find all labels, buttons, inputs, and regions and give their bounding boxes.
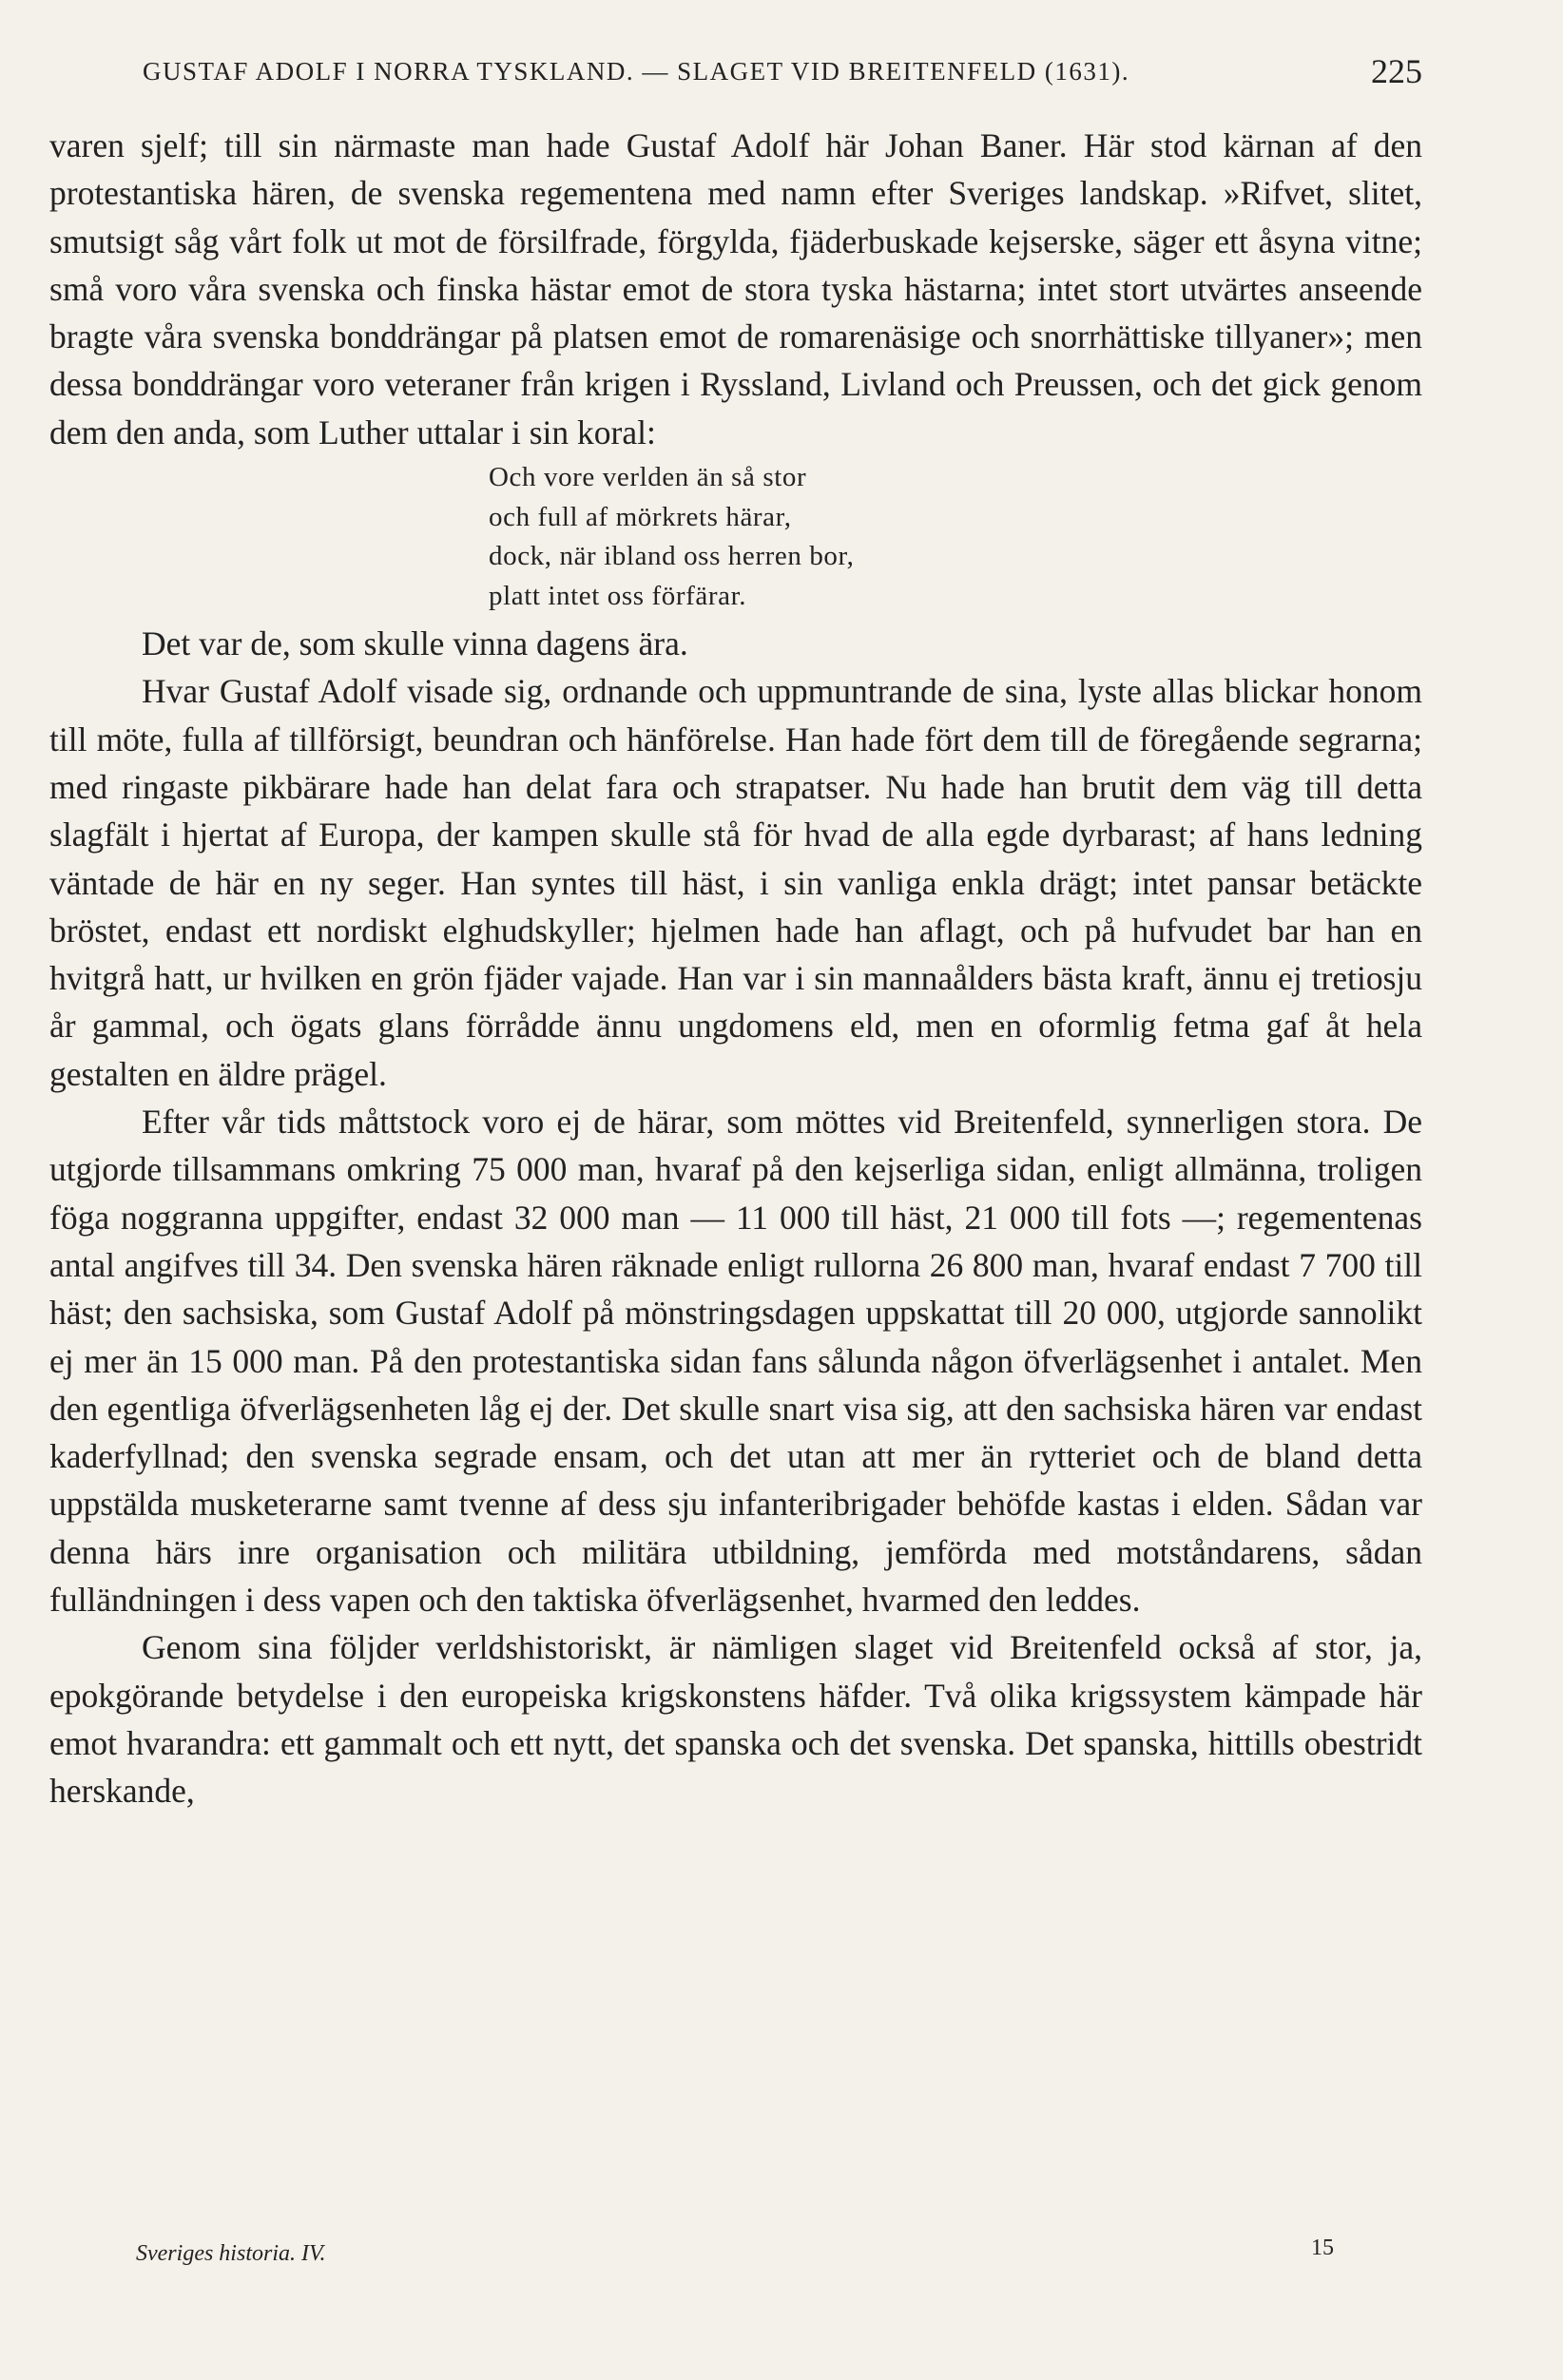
hymn-quote <box>489 458 1422 616</box>
page-footer <box>136 2237 1334 2275</box>
poem-line: och full af mörkrets härar, <box>489 501 792 532</box>
page-body <box>49 122 1422 1815</box>
poem-line: Och vore verlden än så stor <box>489 462 807 493</box>
page-header <box>143 53 1422 99</box>
paragraph: Hvar Gustaf Adolf visade sig, ordnande och uppmuntrande de sina, lyste allas blickar honom till möte, fulla af tillförsigt, beundran och hänförelse. Han hade fört dem till de föregående segrarna; med ringaste pikbärare hade han delat fara och strapatser. Nu hade han brutit dem väg till detta slagfält i hjertat af Europa, der kampen skulle stå för hvad de alla egde dyrbarast; af hans ledning väntade de här en ny seger. Han syntes till häst, i sin vanliga enkla drägt; intet pansar betäckte bröstet, endast ett nordiskt elghudskyller; hjelmen hade han aflagt, och på hufvudet bar han en hvitgrå hatt, ur hvilken en grön fjäder vajade. Han var i sin mannaålders bästa kraft, ännu ej tretiosju år gammal, och ögats glans förrådde ännu ungdomens eld, men en oformlig fetma gaf åt hela gestalten en äldre prägel. <box>49 672 1422 1093</box>
paragraph-continued: varen sjelf; till sin närmaste man hade Gustaf Adolf här Johan Baner. Här stod kärnan af den protestantiska hären, de svenska regementena med namn efter Sveriges landskap. »Rifvet, slitet, smutsigt såg vårt folk ut mot de försilfrade, förgylda, fjäderbuskade kejserske, säger ett åsyna vitne; små voro våra svenska och finska hästar emot de stora tyska hästarna; intet stort utvärtes anseende bragte våra svenska bonddrängar på platsen emot de romarenäsige och snorrhättiske tillyaner»; men dessa bonddrängar voro veteraner från krigen i Ryssland, Livland och Preussen, och det gick genom dem den anda, som Luther uttalar i sin koral: <box>49 126 1422 451</box>
page-number: 225 <box>1371 52 1422 90</box>
sheet-number: 15 <box>1311 2236 1334 2260</box>
paragraph: Genom sina följder verldshistoriskt, är nämligen slaget vid Breitenfeld också af stor, ja, epokgörande betydelse i den europeiska krigskonstens häfder. Två olika krigssystem kämpade här emot hvarandra: ett gammalt och ett nytt, det spanska och det svenska. Det spanska, hittills obestridt herskande, <box>49 1628 1422 1811</box>
poem-line: dock, när ibland oss herren bor, <box>489 541 855 572</box>
signature-mark: Sveriges historia. IV. <box>136 2241 326 2266</box>
poem-line: platt intet oss förfärar. <box>489 580 747 611</box>
paragraph: Efter vår tids måttstock voro ej de härar, som möttes vid Breitenfeld, synnerligen stora. De utgjorde tillsammans omkring 75 000 man, hvaraf på den kejserliga sidan, enligt allmänna, troligen föga noggranna uppgifter, endast 32 000 man — 11 000 till häst, 21 000 till fots —; regementenas antal angifves till 34. Den svenska hären räknade enligt rullorna 26 800 man, hvaraf endast 7 700 till häst; den sachsiska, som Gustaf Adolf på mönstringsdagen uppskattat till 20 000, utgjorde sannolikt ej mer än 15 000 man. På den protestantiska sidan fans sålunda någon öfverlägsenhet i antalet. Men den egentliga öfverlägsenheten låg ej der. Det skulle snart visa sig, att den sachsiska hären var endast kaderfyllnad; den svenska segrade ensam, och det utan att mer än rytteriet och de bland detta uppstälda musketerarne samt tvenne af dess sju infanteribrigader behöfde kastas i elden. Sådan var denna härs inre organisation och militära utbildning, jemförda med motståndarens, sådan fulländningen i dess vapen och den taktiska öfverlägsenhet, hvarmed den leddes. <box>49 1103 1422 1620</box>
running-title: GUSTAF ADOLF I NORRA TYSKLAND. — SLAGET VID BREITENFELD (1631). <box>143 57 1130 86</box>
paragraph: Det var de, som skulle vinna dagens ära. <box>142 624 688 663</box>
